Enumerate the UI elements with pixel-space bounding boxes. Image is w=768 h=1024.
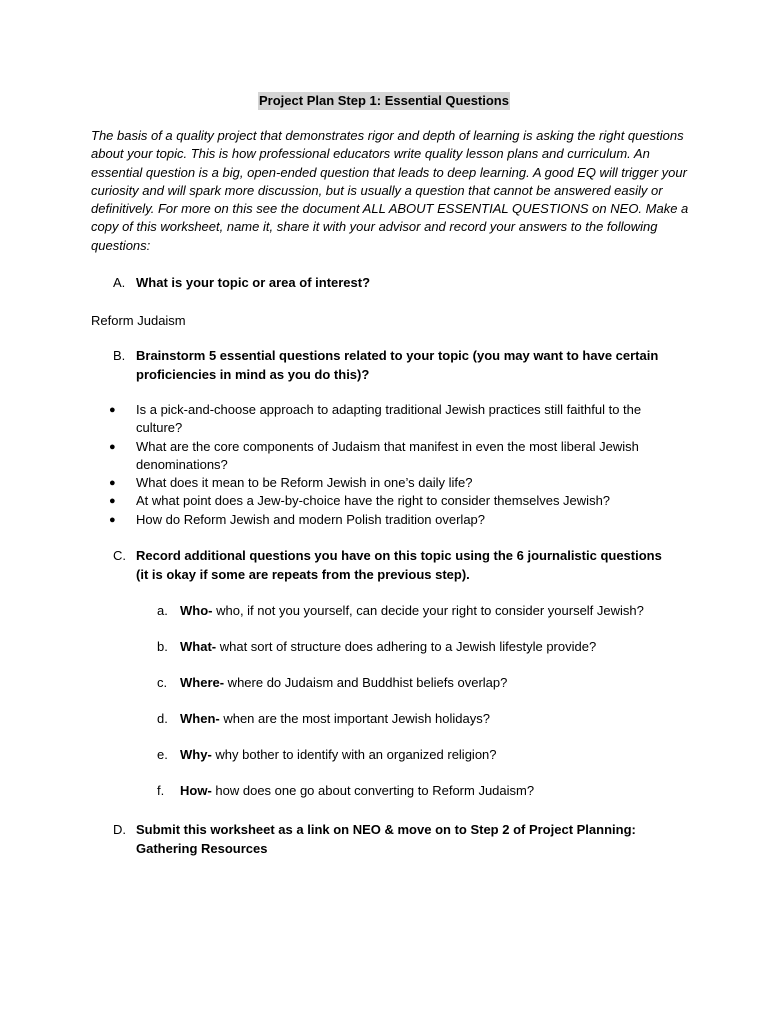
- section-b-letter: B.: [113, 348, 126, 363]
- sub-label: Who-: [180, 603, 213, 618]
- sub-letter: b.: [157, 639, 168, 654]
- sub-label: When-: [180, 711, 220, 726]
- bullet-text: At what point does a Jew-by-choice have the right to consider themselves Jewish?: [136, 493, 611, 509]
- sub-content: [180, 710, 490, 728]
- sub-text: when are the most important Jewish holidays?: [219, 711, 490, 726]
- section-b-question: Brainstorm 5 essential questions related to your topic (you may want to have certain proficiencies in mind as you do this)?: [136, 348, 659, 382]
- sub-content: [180, 674, 507, 692]
- sub-text: who, if not you yourself, can decide your right to consider yourself Jewish?: [212, 603, 644, 618]
- title-wrapper: [0, 92, 768, 110]
- section-d-text: Submit this worksheet as a link on NEO & move on to Step 2 of Project Planning: Gathering Resources: [136, 822, 636, 856]
- bullet-text: Is a pick-and-choose approach to adapting traditional Jewish practices still faithful to the culture?: [136, 402, 642, 436]
- bullet-icon: ●: [109, 513, 116, 526]
- sub-text: what sort of structure does adhering to a Jewish lifestyle provide?: [216, 639, 597, 654]
- sub-label: What-: [180, 639, 217, 654]
- bullet-icon: ●: [109, 404, 116, 416]
- list-item: [109, 492, 689, 510]
- essential-questions-list: [109, 401, 689, 529]
- sub-text: why bother to identify with an organized religion?: [211, 747, 497, 762]
- bullet-text: What does it mean to be Reform Jewish in one’s daily life?: [136, 475, 473, 491]
- section-a-letter: A.: [113, 275, 126, 290]
- sub-letter: a.: [157, 603, 168, 618]
- list-item: [109, 474, 689, 492]
- sub-letter: c.: [157, 675, 168, 690]
- sub-label: Why-: [180, 747, 212, 762]
- bullet-text: What are the core components of Judaism that manifest in even the most liberal Jewish denominations?: [136, 438, 639, 472]
- sub-content: [180, 782, 534, 800]
- bullet-icon: ●: [109, 440, 116, 453]
- sub-letter: e.: [157, 747, 168, 762]
- sub-letter: d.: [157, 711, 168, 726]
- bullet-text: How do Reform Jewish and modern Polish tradition overlap?: [136, 511, 486, 527]
- section-a-answer: Reform Judaism: [91, 313, 186, 328]
- section-c-question: Record additional questions you have on this topic using the 6 journalistic questions (it is okay if some are repeats from the previous step).: [136, 548, 662, 582]
- section-a-question: What is your topic or area of interest?: [136, 275, 371, 290]
- list-item: [109, 401, 689, 438]
- sub-letter: f.: [157, 783, 165, 798]
- section-d-letter: D.: [113, 822, 126, 837]
- sub-content: [180, 746, 497, 764]
- sub-label: How-: [180, 783, 212, 798]
- sub-text: where do Judaism and Buddhist beliefs overlap?: [224, 675, 508, 690]
- bullet-icon: ●: [109, 495, 116, 508]
- section-c-letter: C.: [113, 548, 126, 563]
- bullet-icon: ●: [109, 477, 116, 490]
- sub-content: [180, 602, 644, 620]
- sub-text: how does one go about converting to Reform Judaism?: [211, 783, 535, 798]
- sub-label: Where-: [180, 675, 225, 690]
- list-item: [109, 511, 689, 529]
- list-item: [109, 438, 689, 475]
- intro-paragraph: The basis of a quality project that demonstrates rigor and depth of learning is asking the right questions about your topic. This is how professional educators write quality lesson plans and curriculum. An essential question is a big, open-ended question that leads to deep learning. A good EQ will trigger your curiosity and will spark more discussion, but is usually a question that cannot be answered easily or definitively. For more on this see the document ALL ABOUT ESSENTIAL QUESTIONS on NEO. Make a copy of this worksheet, name it, share it with your advisor and record your answers to the following questions:: [91, 128, 689, 253]
- sub-content: [180, 638, 596, 656]
- page-title: Project Plan Step 1: Essential Questions: [259, 93, 509, 108]
